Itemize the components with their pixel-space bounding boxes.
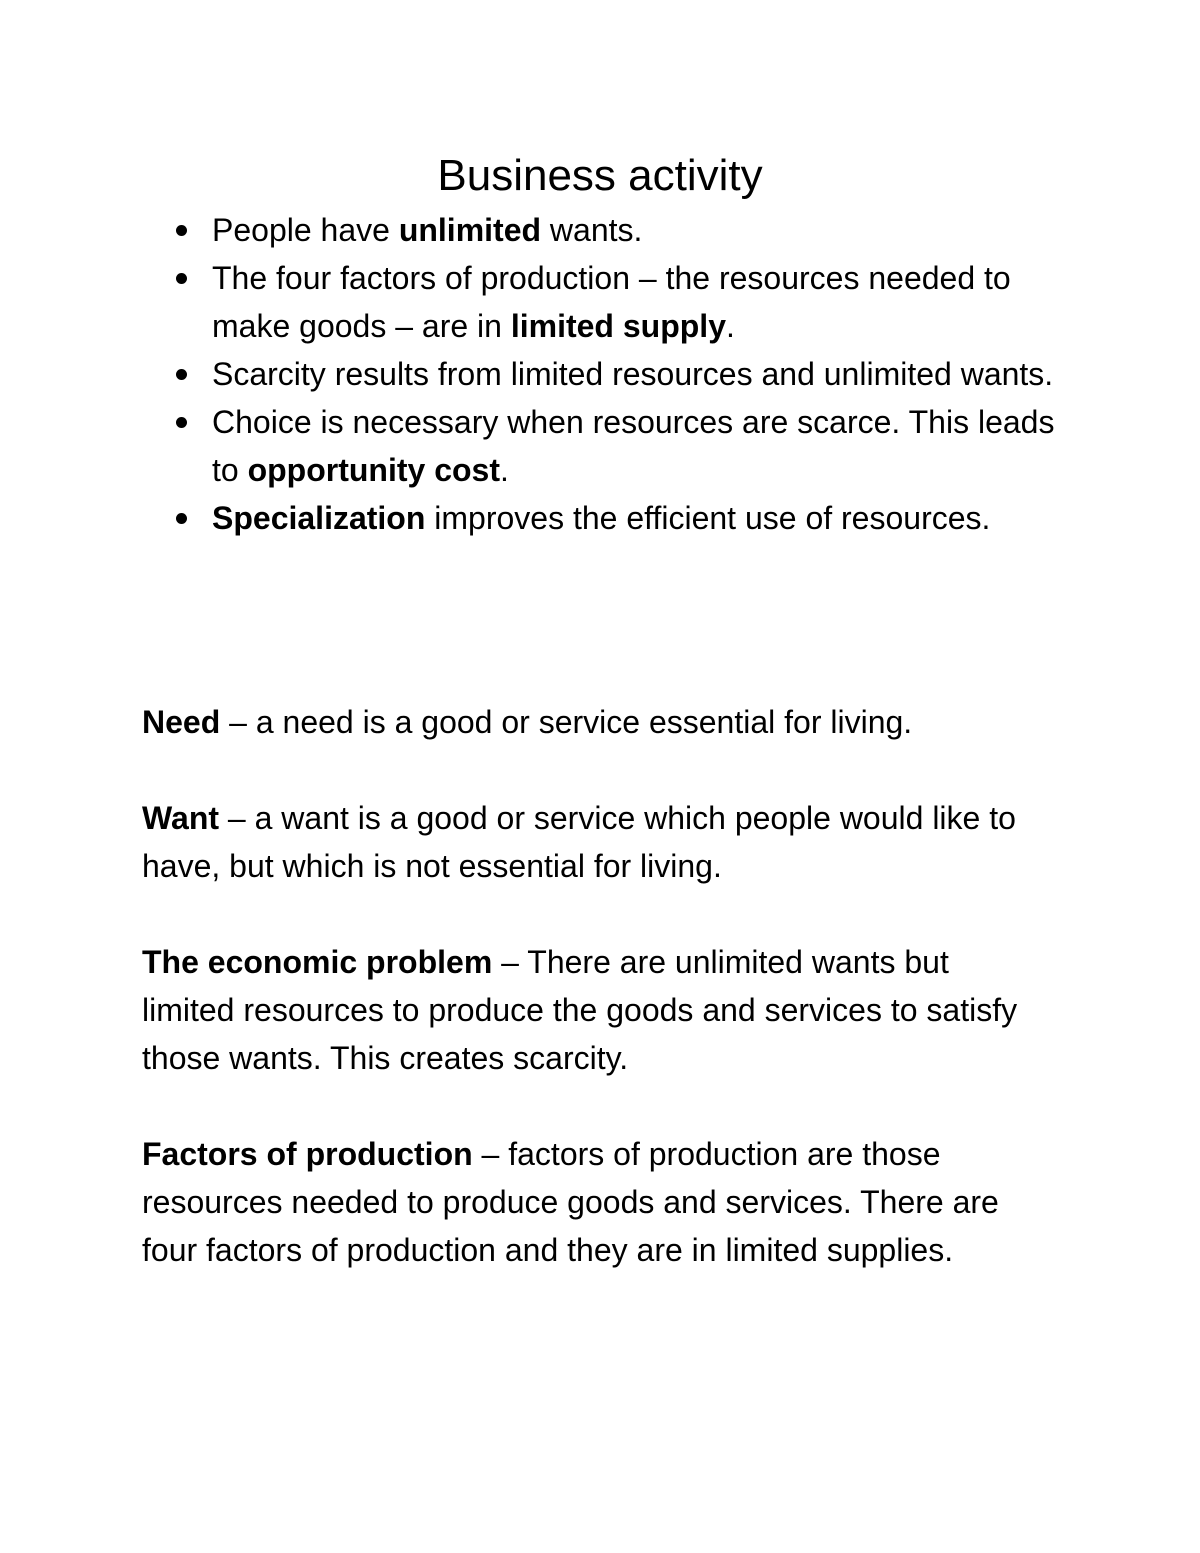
bullet-item [170,494,1070,542]
bullet-item [170,398,1070,494]
bullet-text: Choice is necessary when resources are scarce. This leads to [212,404,1055,488]
bullet-bold-text: limited supply [510,308,726,344]
bullet-bold-text: unlimited [398,212,542,248]
page-title: Business activity [437,151,763,200]
bullet-item [170,254,1070,350]
definitions-section [142,698,1042,1322]
bullet-text: Scarcity results from limited resources and unlimited wants. [212,356,1054,392]
bullet-icon [176,369,187,380]
bullet-text: People have [212,212,399,248]
definition-want [142,794,1042,890]
bullet-text: The four factors of production – the resources needed to make goods – are in [212,260,1011,344]
bullet-item [170,206,1070,254]
definition-term: The economic problem [142,944,493,980]
definition-term: Factors of production [142,1136,473,1172]
definition-term: Need [142,704,221,740]
bullet-text: . [725,308,735,344]
bullet-text: improves the efficient use of resources. [425,500,991,536]
bullet-icon [176,513,187,524]
bullet-text: wants. [541,212,643,248]
bullet-bold-text: Specialization [212,500,426,536]
definition-factors-of-production [142,1130,1042,1274]
definition-need [142,698,1042,746]
bullet-bold-text: opportunity cost [247,452,500,488]
definition-text: – a want is a good or service which people would like to have, but which is not essential for living. [142,800,1016,884]
bullet-icon [176,273,187,284]
definition-term: Want [142,800,220,836]
bullet-text: . [500,452,509,488]
definition-economic-problem [142,938,1042,1082]
definition-text: – There are unlimited wants but limited resources to produce the goods and services to satisfy those wants. This creates scarcity. [142,944,1018,1076]
definition-text: – factors of production are those resources needed to produce goods and services. There are four factors of production and they are in limited supplies. [142,1136,999,1268]
definition-text: – a need is a good or service essential for living. [220,704,913,740]
bullet-list [170,206,1070,542]
bullet-icon [176,225,187,236]
bullet-item [170,350,1070,398]
bullet-icon [176,417,187,428]
